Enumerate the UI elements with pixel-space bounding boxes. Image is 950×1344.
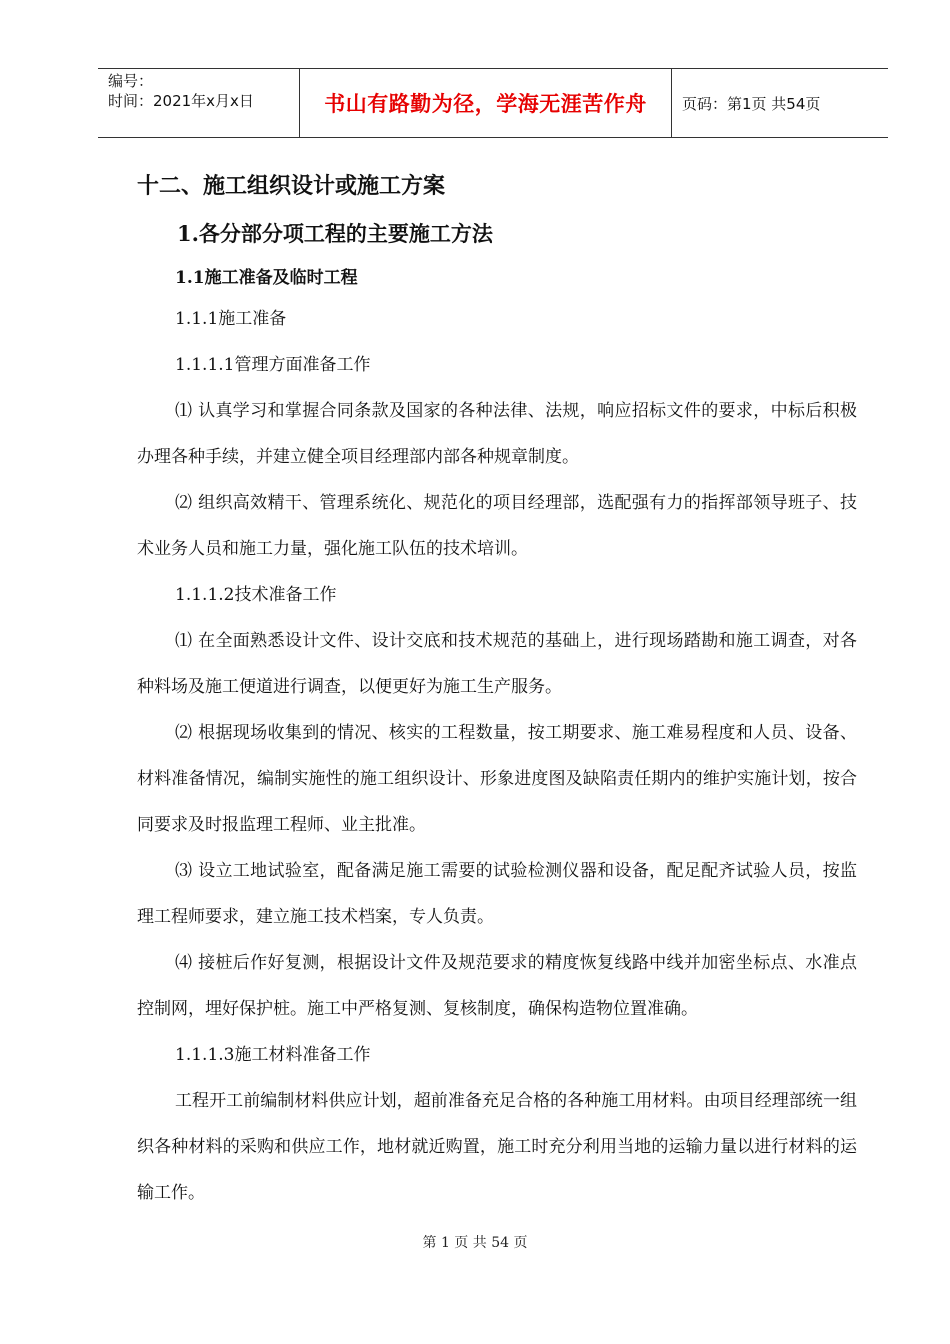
heading-1-1-1-2: 1.1.1.2技术准备工作 [175, 585, 337, 605]
document-body [137, 168, 857, 1216]
heading-1-1-1-1: 1.1.1.1管理方面准备工作 [175, 355, 371, 375]
paragraph-1: ⑴ 认真学习和掌握合同条款及国家的各种法律、法规，响应招标文件的要求，中标后积极办理各种手续，并建立健全项目经理部内部各种规章制度。 [137, 401, 857, 467]
paragraph-6: ⑷ 接桩后作好复测，根据设计文件及规范要求的精度恢复线路中线并加密坐标点、水准点控制网，埋好保护桩。施工中严格复测、复核制度，确保构造物位置准确。 [137, 953, 857, 1019]
paragraph-2: ⑵ 组织高效精干、管理系统化、规范化的项目经理部，选配强有力的指挥部领导班子、技术业务人员和施工力量，强化施工队伍的技术培训。 [137, 493, 857, 559]
document-title: 十二、施工组织设计或施工方案 [137, 173, 446, 199]
section-heading: 1.各分部分项工程的主要施工方法 [177, 221, 493, 246]
paragraph-4: ⑵ 根据现场收集到的情况、核实的工程数量，按工期要求、施工难易程度和人员、设备、材料准备情况，编制实施性的施工组织设计、形象进度图及缺陷责任期内的维护实施计划，按合同要求及时报监理工程师、业主批准。 [137, 723, 857, 835]
paragraph-3: ⑴ 在全面熟悉设计文件、设计交底和技术规范的基础上，进行现场踏勘和施工调查，对各种料场及施工便道进行调查，以便更好为施工生产服务。 [137, 631, 857, 697]
heading-1-1-1-3: 1.1.1.3施工材料准备工作 [175, 1045, 371, 1065]
page-footer: 第 1 页 共 54 页 [422, 1235, 528, 1251]
header-motto: 书山有路勤为径，学海无涯苦作舟 [300, 69, 672, 137]
heading-1-1-1: 1.1.1施工准备 [175, 309, 287, 329]
subsection-heading: 1.1施工准备及临时工程 [175, 268, 358, 288]
header-page-info: 页码：第1页 共54页 [682, 94, 821, 113]
page-header [98, 68, 888, 138]
paragraph-5: ⑶ 设立工地试验室，配备满足施工需要的试验检测仪器和设备，配足配齐试验人员，按监理工程师要求，建立施工技术档案，专人负责。 [137, 861, 857, 927]
time-label: 时间：2021年x月x日 [108, 92, 254, 110]
number-label: 编号： [108, 72, 154, 90]
paragraph-7: 工程开工前编制材料供应计划，超前准备充足合格的各种施工用材料。由项目经理部统一组织各种材料的采购和供应工作，地材就近购置，施工时充分利用当地的运输力量以进行材料的运输工作。 [137, 1091, 857, 1203]
header-meta [98, 69, 300, 137]
